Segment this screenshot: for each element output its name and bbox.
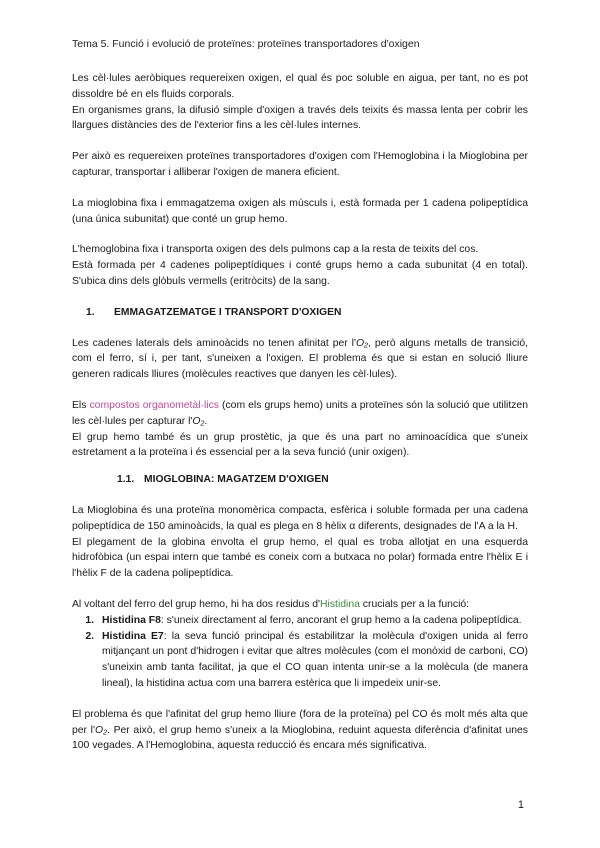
list-term: Histidina E7 <box>102 630 164 642</box>
paragraph: Està formada per 4 cadenes polipeptídiques i conté grups hemo a cada subunitat (4 en total). S'ubica dins dels glòbuls vermells (eritròcits) de la sang. <box>72 260 528 287</box>
text-run: Al voltant del ferro del grup hemo, hi ha dos residus d' <box>72 598 321 610</box>
paragraph: L'hemoglobina fixa i transporta oxigen des dels pulmons cap a la resta de teixits del cos. <box>72 244 479 256</box>
o2-formula: O₂ <box>355 337 369 349</box>
organometallic-link[interactable]: compostos organometàl·lics <box>89 399 219 411</box>
text-run: . Per això, el grup hemo s'uneix a la Mioglobina, reduint aquesta diferència d'afinitat unes 100 vegades. A l'Hemoglobina, aquesta reducció és encara més significativa. <box>72 724 528 752</box>
paragraph <box>72 707 528 754</box>
page-header: Tema 5. Funció i evolució de proteïnes: proteïnes transportadores d'oxigen <box>72 38 420 50</box>
text-run: . <box>204 415 208 427</box>
list-item <box>72 613 528 629</box>
o2-formula: O₂ <box>94 724 108 736</box>
list-text: : s'uneix directament al ferro, ancorant el grup hemo a la cadena polipeptídica. <box>160 614 522 626</box>
document-body <box>72 71 528 754</box>
paragraph: Per això es requereixen proteïnes transportadores d'oxigen com l'Hemoglobina i la Mioglobina per capturar, transportar i alliberar l'oxigen de manera eficient. <box>72 151 528 178</box>
paragraph <box>72 597 528 613</box>
subsection-title: MIOGLOBINA: MAGATZEM D'OXIGEN <box>144 474 329 486</box>
histidine-link[interactable]: Histidina <box>320 598 360 610</box>
paragraph: El grup hemo també és un grup prostètic, ja que és una part no aminoacídica que s'uneix estretament a la proteïna i és essencial per a la seva funció (unir oxigen). <box>72 431 528 459</box>
list-term: Histidina F8 <box>102 614 161 626</box>
paragraph: El plegament de la globina envolta el grup hemo, el qual es troba allotjat en una esquerda hidrofòbica (un espai intern que també es coneix com a butxaca no polar) formada entre l'hèlix E i l'hèlix F de la cadena polipeptídica. <box>72 536 528 580</box>
text-run: Els <box>72 399 90 411</box>
text-run: crucials per a la funció: <box>359 598 470 610</box>
list-text: : la seva funció principal és estabilitzar la molècula d'oxigen unida al ferro mitjançant un pont d'hidrogen i evitar que altres molècules (com el monòxid de carboni, CO) s'uneixin amb tanta facilitat, ja que el CO quan intenta unir-se a la molècula (de manera lineal), la histidina actua com una barrera estèrica que li impedeix unir-se. <box>102 630 528 689</box>
paragraph <box>72 398 528 430</box>
text-run: (com els grups hemo) units a proteïnes són la solució que utilitzen les cèl·lules per capturar l' <box>72 399 528 427</box>
text-run: , però alguns metalls de transició, com el ferro, sí i, per tant, s'uneixen a l'oxigen. El problema és que si estan en solució lliure generen radicals lliures (molècules reactives que danyen les cèl·lules). <box>72 337 528 381</box>
paragraph: La mioglobina fixa i emmagatzema oxigen als músculs i, està formada per 1 cadena polipeptídica (una única subunitat) que conté un grup hemo. <box>72 197 528 225</box>
paragraph: Les cèl·lules aeròbiques requereixen oxigen, el qual és poc soluble en aigua, per tant, no es pot dissoldre bé en els fluids corporals. <box>72 73 528 100</box>
section-title: EMMAGATZEMATGE I TRANSPORT D'OXIGEN <box>114 306 342 318</box>
paragraph <box>72 336 528 383</box>
subsection-number: 1.1. <box>117 474 135 486</box>
list-number: 1. <box>85 614 94 626</box>
paragraph: En organismes grans, la difusió simple d'oxigen a través dels teixits és massa lenta per cobrir les llargues distàncies des de l'exterior fins a les cèl·lules internes. <box>72 104 528 132</box>
paragraph: La Mioglobina és una proteïna monomèrica compacta, esfèrica i soluble formada per una cadena polipeptídica de 150 aminoàcids, la qual es plega en 8 hèlix α diferents, designades de l'A a la H. <box>72 504 528 532</box>
text-run: El problema és que l'afinitat del grup hemo lliure (fora de la proteïna) pel CO és molt més alta que per l' <box>72 708 528 736</box>
section-heading <box>86 305 528 321</box>
page-number: 1 <box>517 799 524 811</box>
histidine-list <box>72 613 528 692</box>
list-item <box>72 629 528 692</box>
o2-formula: O₂ <box>192 415 205 427</box>
subsection-heading <box>117 472 528 488</box>
section-number: 1. <box>86 306 95 318</box>
text-run: Les cadenes laterals dels aminoàcids no tenen afinitat per l' <box>72 337 356 349</box>
list-number: 2. <box>85 630 94 642</box>
